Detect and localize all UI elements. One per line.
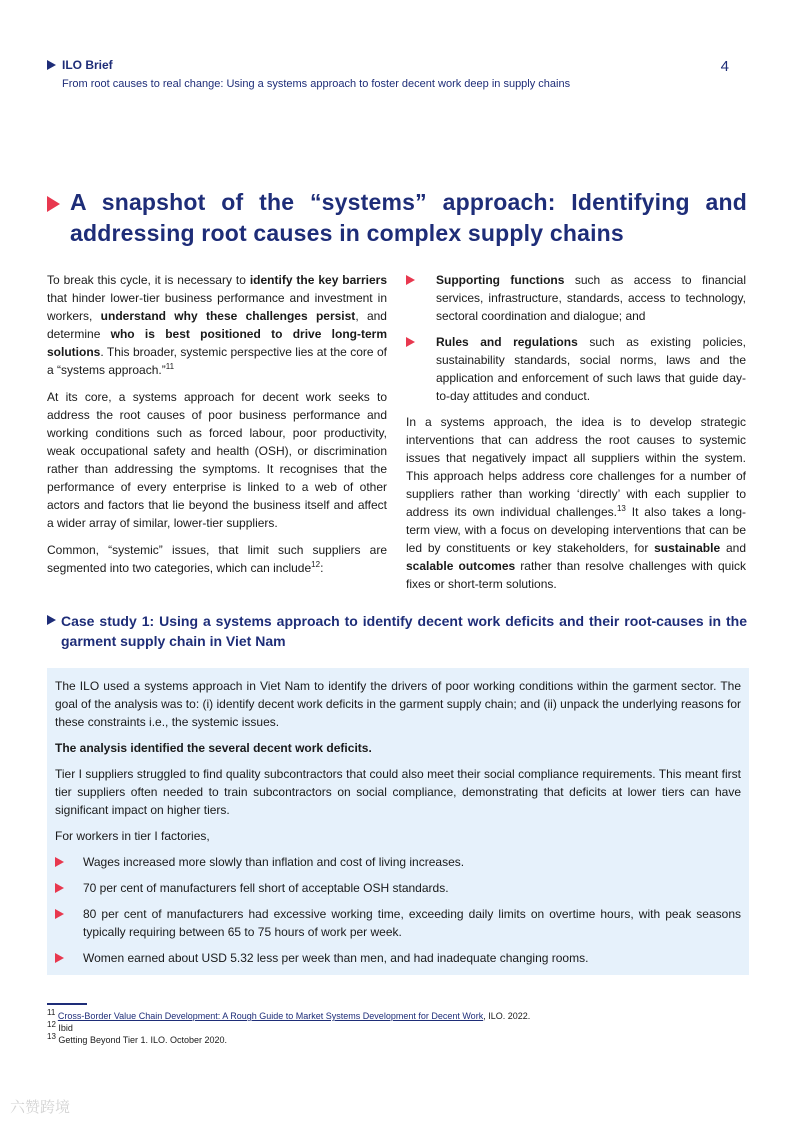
bold-text: identify the key barriers bbox=[249, 273, 387, 287]
list-item bbox=[55, 853, 741, 871]
footnote-ref[interactable]: 11 bbox=[165, 362, 175, 371]
list-item bbox=[406, 271, 746, 325]
footnote-number: 12 bbox=[47, 1020, 56, 1029]
case-study-heading bbox=[47, 611, 747, 651]
text-run: It also takes a long-term view, with a focus on developing interventions that can be led by constituents or key stakeholders, for bbox=[406, 505, 746, 555]
text-run: : bbox=[320, 561, 324, 575]
text-run: rather than resolve challenges with quick fixes or short-term solutions. bbox=[406, 559, 746, 591]
bold-text: understand why these challenges persist bbox=[100, 309, 356, 323]
list-item bbox=[55, 905, 741, 941]
text-run: Common, “systemic” issues, that limit such suppliers are segmented into two categories, which can include bbox=[47, 543, 387, 575]
list-item-text: 80 per cent of manufacturers had excessive working time, exceeding daily limits on overtime hours, with peak seasons typically requiring between 65 to 75 hours of work per week. bbox=[83, 907, 741, 939]
bold-text: sustainable bbox=[654, 541, 721, 555]
paragraph bbox=[55, 739, 741, 757]
footnote-divider bbox=[47, 1003, 87, 1005]
text-run: In a systems approach, the idea is to develop strategic interventions that can address the root causes to systemic issues that negatively impact all suppliers within the system. This approach helps address core challenges for a number of suppliers rather than working ‘directly’ with each supplier to address its own individual challenges. bbox=[406, 415, 746, 519]
footnote-number: 11 bbox=[47, 1008, 56, 1017]
page-header bbox=[47, 58, 747, 90]
footnote-link[interactable]: Cross-Border Value Chain Development: A Rough Guide to Market Systems Development for Decent Work bbox=[57, 1011, 484, 1021]
footnote-text: Ibid bbox=[58, 1023, 73, 1033]
case-study-title: Case study 1: Using a systems approach to identify decent work deficits and their root-causes in the garment supply chain in Viet Nam bbox=[61, 613, 747, 649]
triangle-bullet-icon bbox=[55, 857, 64, 867]
bold-text: Rules and regulations bbox=[436, 335, 578, 349]
triangle-bullet-icon bbox=[55, 953, 64, 963]
footnote-ref[interactable]: 13 bbox=[616, 504, 626, 513]
case-study-box bbox=[47, 668, 749, 975]
triangle-bullet-icon bbox=[47, 60, 56, 70]
paragraph bbox=[406, 413, 746, 593]
triangle-bullet-icon bbox=[55, 909, 64, 919]
text-run: such as existing policies, sustainability standards, social norms, laws and the application and enforcement of such laws that guide day-to-day attitudes and conduct. bbox=[436, 335, 747, 403]
triangle-bullet-icon bbox=[55, 883, 64, 893]
paragraph: For workers in tier I factories, bbox=[55, 829, 210, 843]
list-item-text: Wages increased more slowly than inflation and cost of living increases. bbox=[83, 855, 465, 869]
footnote bbox=[47, 1034, 530, 1046]
paragraph: At its core, a systems approach for decent work seeks to address the root causes of poor business performance and working conditions such as forced labour, poor productivity, weak occupational safety and health (OSH), or discrimination rather than addressing the symptoms. It recognises that the performance of every enterprise is linked to a web of other actors and factors that lie beyond the business itself and affect a wider array of similar, lower-tier suppliers. bbox=[47, 390, 387, 530]
paragraph bbox=[47, 541, 387, 577]
list-item-text: Women earned about USD 5.32 less per week than men, and had inadequate changing rooms. bbox=[83, 951, 589, 965]
bullet-list bbox=[55, 853, 741, 967]
footnote-text: , ILO. 2022. bbox=[483, 1011, 531, 1021]
watermark: 六赞跨境 bbox=[10, 1099, 71, 1116]
bullet-list bbox=[406, 271, 746, 405]
footnote bbox=[47, 1022, 530, 1034]
list-item bbox=[406, 333, 746, 405]
footnote-ref[interactable]: 12 bbox=[311, 560, 321, 569]
footnotes bbox=[47, 1010, 530, 1046]
footnote-text: Getting Beyond Tier 1. ILO. October 2020. bbox=[58, 1035, 228, 1045]
footnote-number: 13 bbox=[47, 1032, 56, 1041]
list-item-text: 70 per cent of manufacturers fell short of acceptable OSH standards. bbox=[83, 881, 449, 895]
paragraph: The ILO used a systems approach in Viet Nam to identify the drivers of poor working conditions within the garment sector. The goal of the analysis was to: (i) identify decent work deficits in the garment supply chain; and (ii) unpack the underlying reasons for these constraints i.e., the systemic issues. bbox=[55, 679, 741, 729]
text-run: such as access to financial services, infrastructure, standards, access to technology, sectoral coordination and dialogue; and bbox=[436, 273, 747, 323]
paragraph bbox=[47, 271, 387, 379]
paragraph: Tier I suppliers struggled to find quality subcontractors that could also meet their social compliance requirements. This meant first tier suppliers often needed to train subcontractors on social compliance, demonstrating that deficits at lower tiers can have significant impact on higher tiers. bbox=[55, 767, 741, 817]
right-column bbox=[406, 271, 746, 602]
triangle-bullet-icon bbox=[406, 337, 415, 347]
triangle-bullet-icon bbox=[47, 615, 56, 625]
text-run: that hinder lower-tier business performance and investment in workers, bbox=[47, 291, 387, 323]
list-item bbox=[55, 949, 741, 967]
section-title: A snapshot of the “systems” approach: Identifying and addressing root causes in complex supply chains bbox=[70, 189, 747, 246]
triangle-bullet-icon bbox=[406, 275, 415, 285]
bold-text: The analysis identified the several decent work deficits. bbox=[55, 741, 372, 755]
list-item bbox=[55, 879, 741, 897]
text-run: To break this cycle, it is necessary to bbox=[47, 273, 250, 287]
brief-label: ILO Brief bbox=[62, 58, 113, 72]
text-run: and bbox=[720, 541, 746, 555]
bold-text: scalable outcomes bbox=[406, 559, 516, 573]
text-run: . This broader, systemic perspective lies at the core of a “systems approach.” bbox=[47, 345, 387, 377]
footnote bbox=[47, 1010, 530, 1022]
triangle-bullet-icon bbox=[47, 196, 60, 212]
left-column bbox=[47, 271, 387, 586]
bold-text: Supporting functions bbox=[436, 273, 565, 287]
section-heading bbox=[47, 187, 747, 249]
header-subtitle: From root causes to real change: Using a systems approach to foster decent work deep in supply chains bbox=[62, 78, 571, 90]
bold-text: who is best positioned to drive long-term solutions bbox=[47, 327, 387, 359]
text-run: , and determine bbox=[47, 309, 387, 341]
page-number: 4 bbox=[720, 58, 729, 75]
